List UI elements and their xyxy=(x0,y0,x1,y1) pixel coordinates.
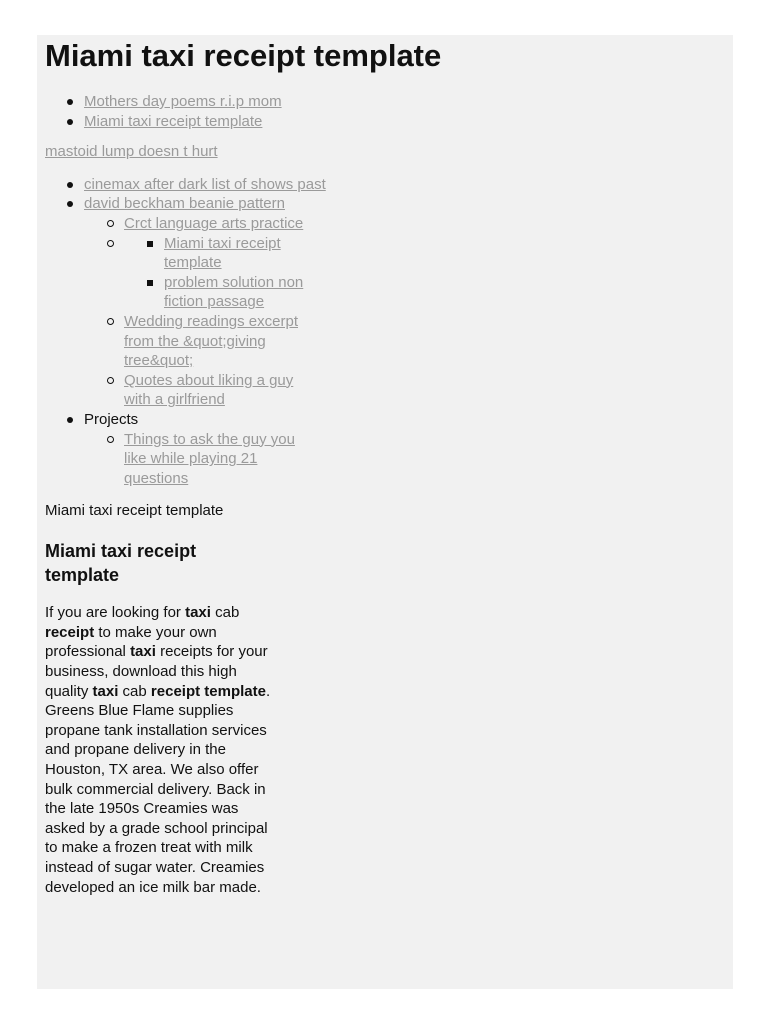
list-item xyxy=(84,175,725,195)
body-text: If you are looking for xyxy=(45,604,186,622)
link-mastoid-lump[interactable]: mastoid lump doesn t hurt xyxy=(45,143,218,161)
list-item xyxy=(164,273,334,312)
bullet-circle xyxy=(107,240,114,247)
list-item xyxy=(84,194,725,410)
list-item xyxy=(124,214,314,234)
body-bold: receipt xyxy=(150,682,201,700)
nav-sublist xyxy=(84,214,314,410)
nav-list xyxy=(45,175,725,489)
bullet-disc xyxy=(67,99,73,105)
body-text: . Greens Blue Flame supplies propane tank installation services and propane delivery in the Houston, TX area. We also offer bulk commercial delivery. Back in the late 1950s Creamies was asked by a grade school principal to make a frozen treat with milk instead of sugar water. Creamies developed an ice milk bar made. xyxy=(45,682,271,896)
bullet-square xyxy=(147,280,153,286)
link-miami-taxi-receipt-2[interactable]: Miami taxi receipt template xyxy=(164,234,281,272)
link-mothers-day-poems[interactable]: Mothers day poems r.i.p mom xyxy=(84,93,282,110)
bullet-disc xyxy=(67,417,73,423)
top-link-list xyxy=(45,92,725,131)
bullet-circle xyxy=(107,377,114,384)
bullet-circle xyxy=(107,436,114,443)
plain-text-line: Miami taxi receipt template xyxy=(45,502,224,520)
projects-sublist xyxy=(84,430,309,489)
link-wedding-readings[interactable]: Wedding readings excerpt from the &quot;giving tree&quot; xyxy=(124,312,298,370)
list-item xyxy=(84,92,725,112)
body-text: cab xyxy=(118,682,151,700)
list-item xyxy=(84,112,725,132)
standalone-paragraph xyxy=(45,142,725,162)
list-item xyxy=(84,410,725,488)
body-text: to make your own professional xyxy=(45,623,217,661)
body-bold: taxi xyxy=(92,682,119,700)
list-item xyxy=(124,430,309,489)
list-item xyxy=(164,234,334,273)
page-title: Miami taxi receipt template xyxy=(45,38,442,73)
bullet-circle xyxy=(107,220,114,227)
body-bold: taxi xyxy=(130,643,156,661)
link-beanie-pattern[interactable]: david beckham beanie pattern xyxy=(84,195,285,213)
link-problem-solution[interactable]: problem solution non fiction passage xyxy=(164,273,304,311)
link-quotes-liking-guy[interactable]: Quotes about liking a guy with a girlfriend xyxy=(124,371,294,409)
list-item xyxy=(124,234,314,312)
bullet-square xyxy=(147,241,153,247)
bullet-disc xyxy=(67,201,73,207)
body-bold: taxi xyxy=(185,604,211,622)
body-paragraph xyxy=(45,603,280,897)
bullet-disc xyxy=(67,182,73,188)
projects-label: Projects xyxy=(84,410,139,428)
link-crct-practice[interactable]: Crct language arts practice xyxy=(124,214,304,232)
body-text: cab xyxy=(210,604,240,622)
link-things-to-ask[interactable]: Things to ask the guy you like while playing 21 questions xyxy=(124,430,295,487)
body-bold: template xyxy=(204,682,266,700)
body-text: receipts for your business, download this high quality xyxy=(45,643,268,700)
link-miami-taxi-receipt[interactable]: Miami taxi receipt template xyxy=(84,112,263,130)
page-container xyxy=(37,35,733,989)
link-cinemax[interactable]: cinemax after dark list of shows past xyxy=(84,175,326,193)
bullet-circle xyxy=(107,318,114,325)
list-item xyxy=(124,371,314,410)
list-item xyxy=(124,312,314,371)
nav-subsublist xyxy=(124,234,334,312)
section-heading: Miami taxi receipt template xyxy=(45,541,197,586)
bullet-disc xyxy=(67,119,73,125)
body-bold: receipt xyxy=(45,623,95,641)
